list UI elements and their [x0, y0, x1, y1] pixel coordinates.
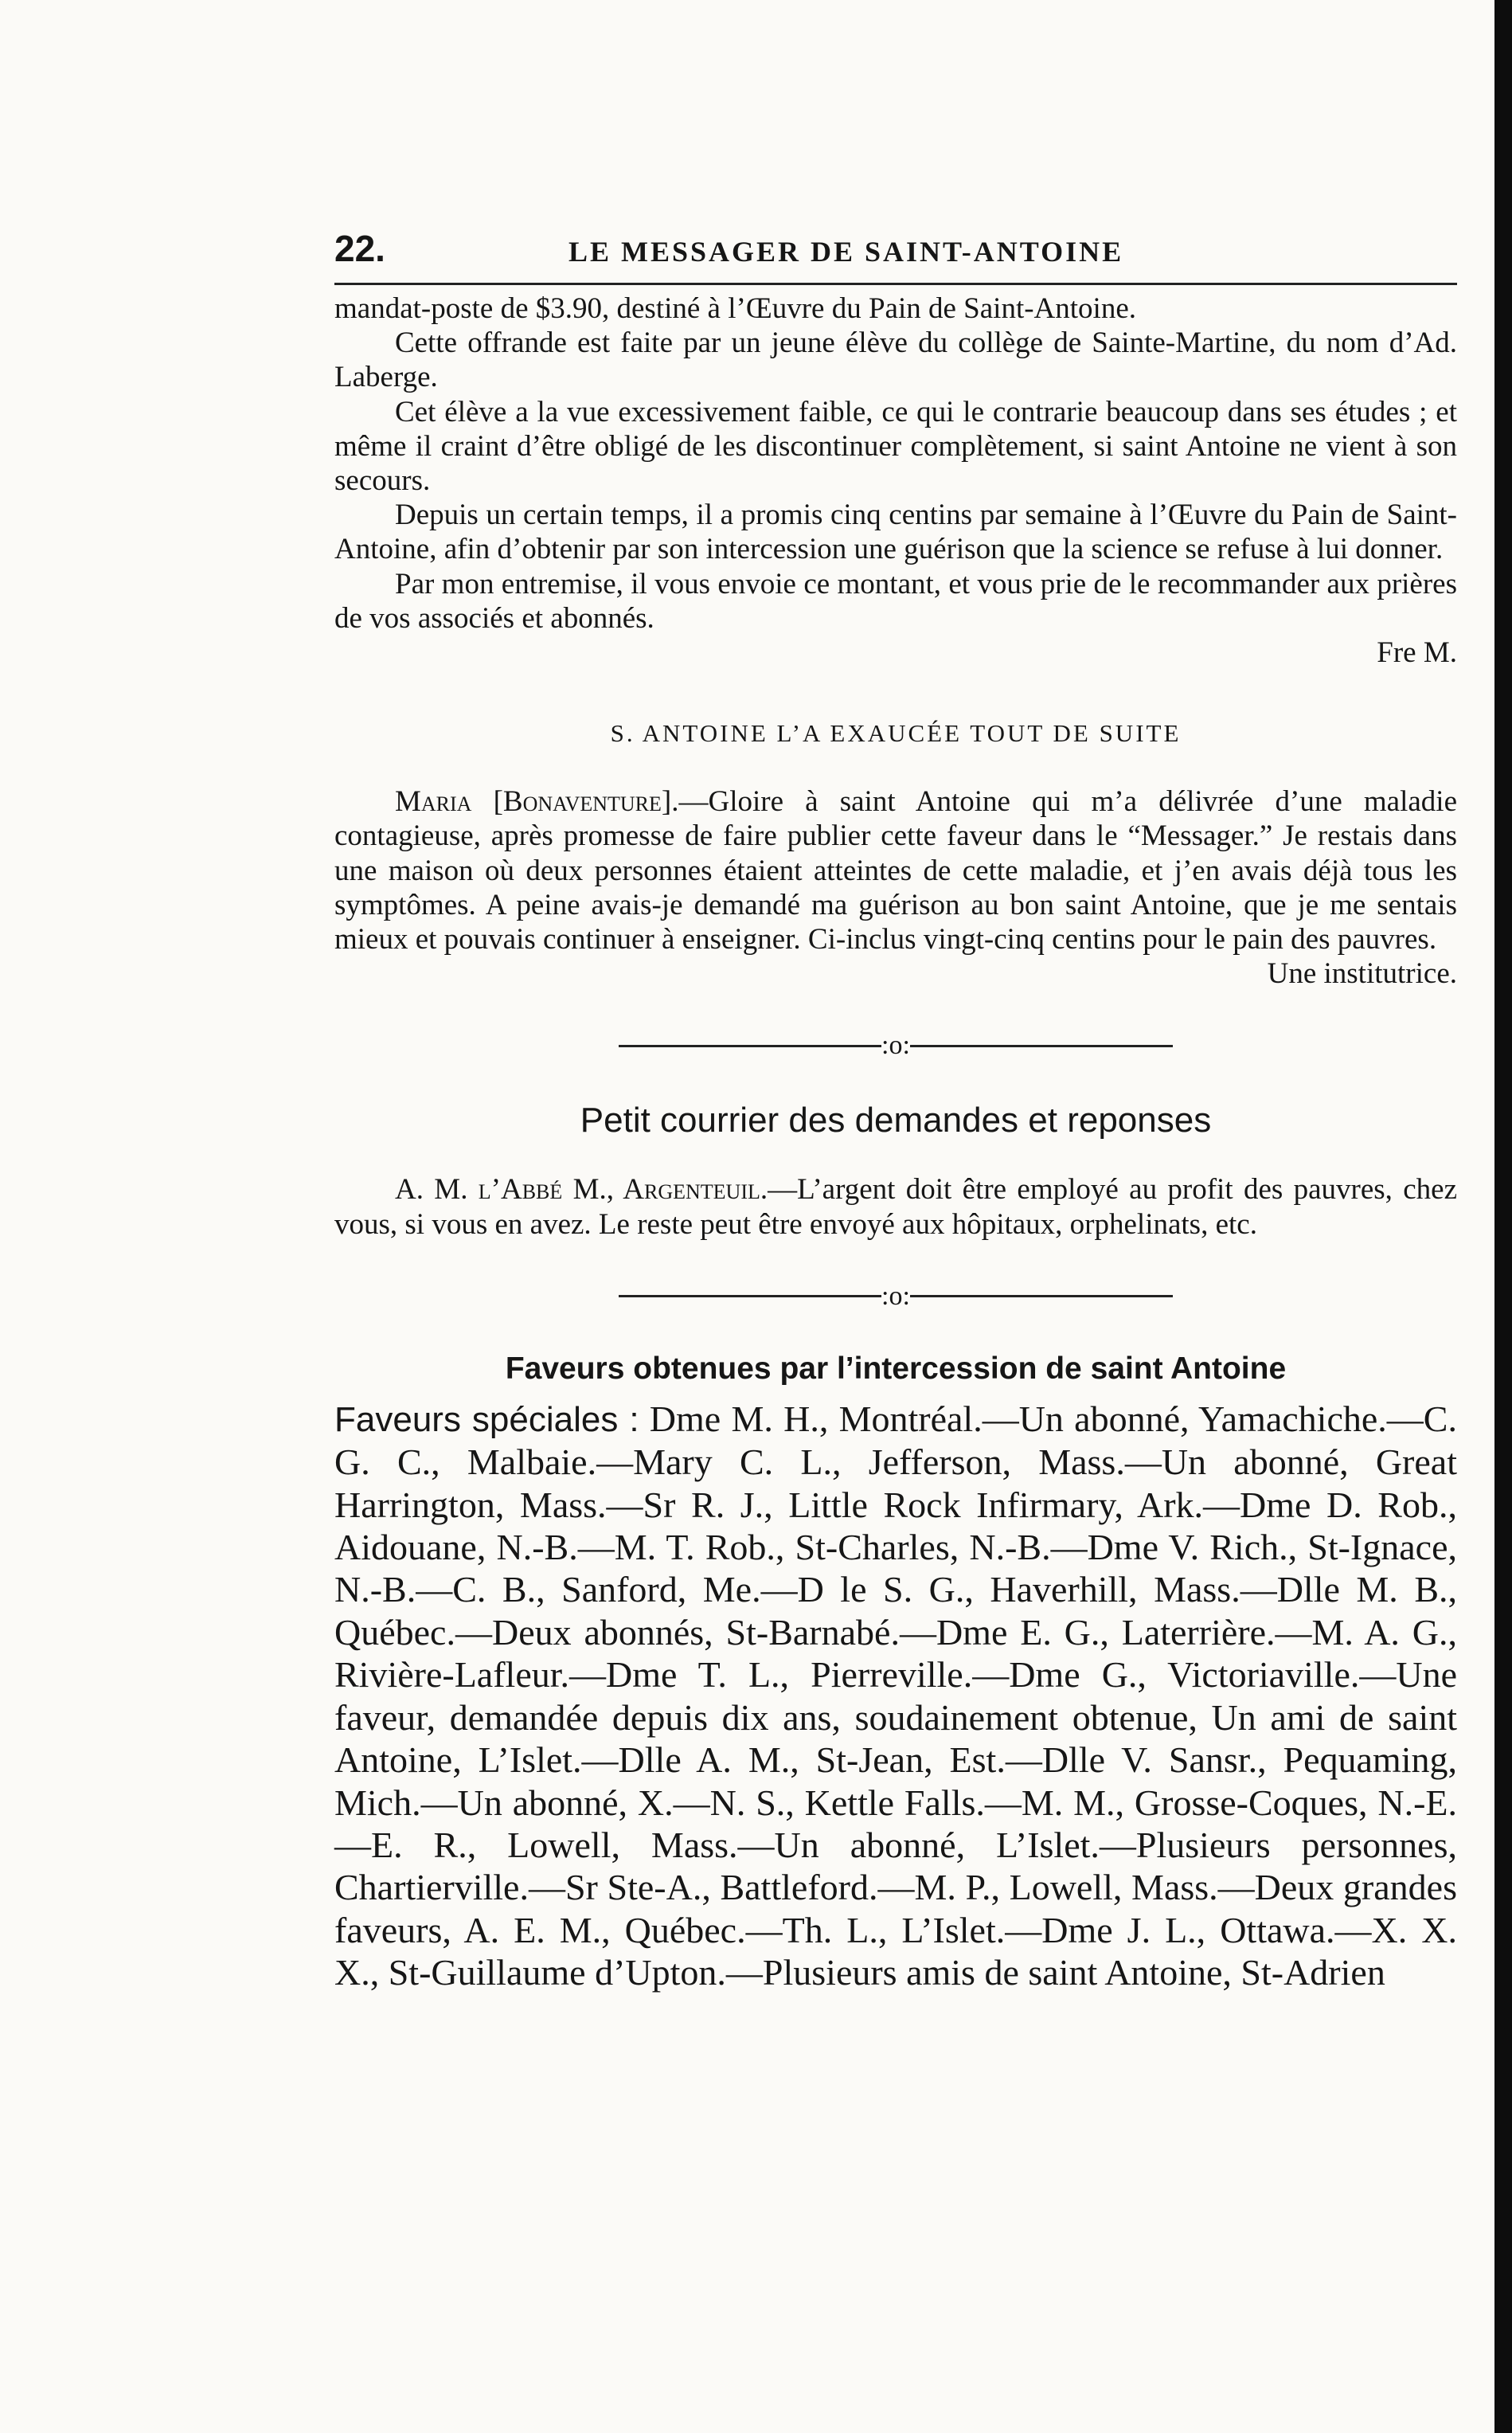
testimony-body: —Gloire à saint Antoine qui m’a délivrée d’une maladie contagieuse, après promesse de faire publier cette faveur dans le “Messager.” Je restais dans une maison où deux personnes étaient atteintes de cette maladie, et j’en avais déjà tous les symptômes. A peine avais-je demandé ma guérison au bon saint Antoine, que je me sentais mieux et pouvais continuer à enseigner. Ci-inclus vingt-cinq centins pour le pain des pauvres. [334, 785, 1457, 956]
separator [334, 1281, 1457, 1312]
letter-paragraph: Cette offrande est faite par un jeune élève du collège de Sainte-Martine, du nom d’Ad. Laberge. [334, 327, 1457, 394]
letter-paragraph: mandat-poste de $3.90, destiné à l’Œuvre du Pain de Saint-Antoine. [334, 292, 1137, 325]
separator-rule [910, 1295, 1173, 1297]
faveurs-lead: Faveurs spéciales : [334, 1399, 639, 1439]
separator-mark: :o: [881, 1031, 910, 1061]
testimony-paragraph [334, 784, 1457, 956]
courrier-answer: —L’argent doit être employé au profit des pauvres, chez vous, si vous en avez. Le reste peut être envoyé aux hôpitaux, orphelinats, etc. [334, 1173, 1458, 1241]
separator-rule [619, 1295, 881, 1297]
letter-institutrice [334, 784, 1457, 991]
letter-laberge [334, 291, 1457, 670]
letter-paragraph: Depuis un certain temps, il a promis cinq centins par semaine à l’Œuvre du Pain de Saint-Antoine, afin d’obtenir par son intercession une guérison que la science se refuse à lui donner. [334, 499, 1457, 566]
running-header [334, 227, 1457, 285]
section-heading-exaucee: S. ANTOINE L’A EXAUCÉE TOUT DE SUITE [610, 719, 1182, 748]
courrier-heading: Petit courrier des demandes et reponses [580, 1101, 1212, 1140]
faveurs-list [334, 1398, 1457, 1994]
page-number: 22. [334, 228, 385, 269]
page-edge-shadow [1494, 0, 1512, 2433]
separator-mark: :o: [881, 1281, 910, 1311]
courrier-recipient: A. M. l’Abbé M., Argenteuil. [395, 1173, 768, 1207]
separator [334, 1031, 1457, 1061]
letter-paragraph: Cet élève a la vue excessivement faible, ce qui le contrarie beaucoup dans ses études ; et même il craint d’être obligé de les discontinuer complètement, si saint Antoine ne vient à son secours. [334, 395, 1457, 498]
letter-signature: Fre M. [1377, 636, 1457, 670]
running-title: LE MESSAGER DE SAINT-ANTOINE [568, 236, 1124, 268]
testimony-signature: Une institutrice. [1267, 957, 1457, 991]
courrier-paragraph [334, 1172, 1457, 1241]
faveurs-heading: Faveurs obtenues par l’intercession de saint Antoine [505, 1351, 1287, 1386]
faveurs-entries: Dme M. H., Montréal.—Un abonné, Yamachiche.—C. G. C., Malbaie.—Mary C. L., Jefferson, Mass.—Un abonné, Great Harrington, Mass.—Sr R. J., Little Rock Infirmary, Ark.—Dme D. Rob., Aidouane, N.-B.—M. T. Rob., St-Charles, N.-B.—Dme V. Rich., St-Ignace, N.-B.—C. B., Sanford, Me.—D le S. G., Haverhill, Mass.—Dlle M. B., Québec.—Deux abonnés, St-Barnabé.—Dme E. G., Laterrière.—M. A. G., Rivière-Lafleur.—Dme T. L., Pierreville.—Dme G., Victoriaville.—Une faveur, demandée depuis dix ans, soudainement obtenue, Un ami de saint Antoine, L’Islet.—Dlle A. M., St-Jean, Est.—Dlle V. Sansr., Pequaming, Mich.—Un abonné, X.—N. S., Kettle Falls.—M. M., Grosse-Coques, N.-E.—E. R., Lowell, Mass.—Un abonné, L’Islet.—Plusieurs personnes, Chartierville.—Sr Ste-A., Battleford.—M. P., Lowell, Mass.—Deux grandes faveurs, A. E. M., Québec.—Th. L., L’Islet.—Dme J. L., Ottawa.—X. X. X., St-Guillaume d’Upton.—Plusieurs amis de saint Antoine, St-Adrien [334, 1398, 1457, 1993]
letter-paragraph: Par mon entremise, il vous envoie ce montant, et vous prie de le recommander aux prières de vos associés et abonnés. [334, 567, 1457, 635]
separator-rule [910, 1045, 1173, 1047]
separator-rule [619, 1045, 881, 1047]
testimony-author: Maria [Bonaventure]. [395, 785, 679, 819]
page [334, 227, 1457, 1994]
